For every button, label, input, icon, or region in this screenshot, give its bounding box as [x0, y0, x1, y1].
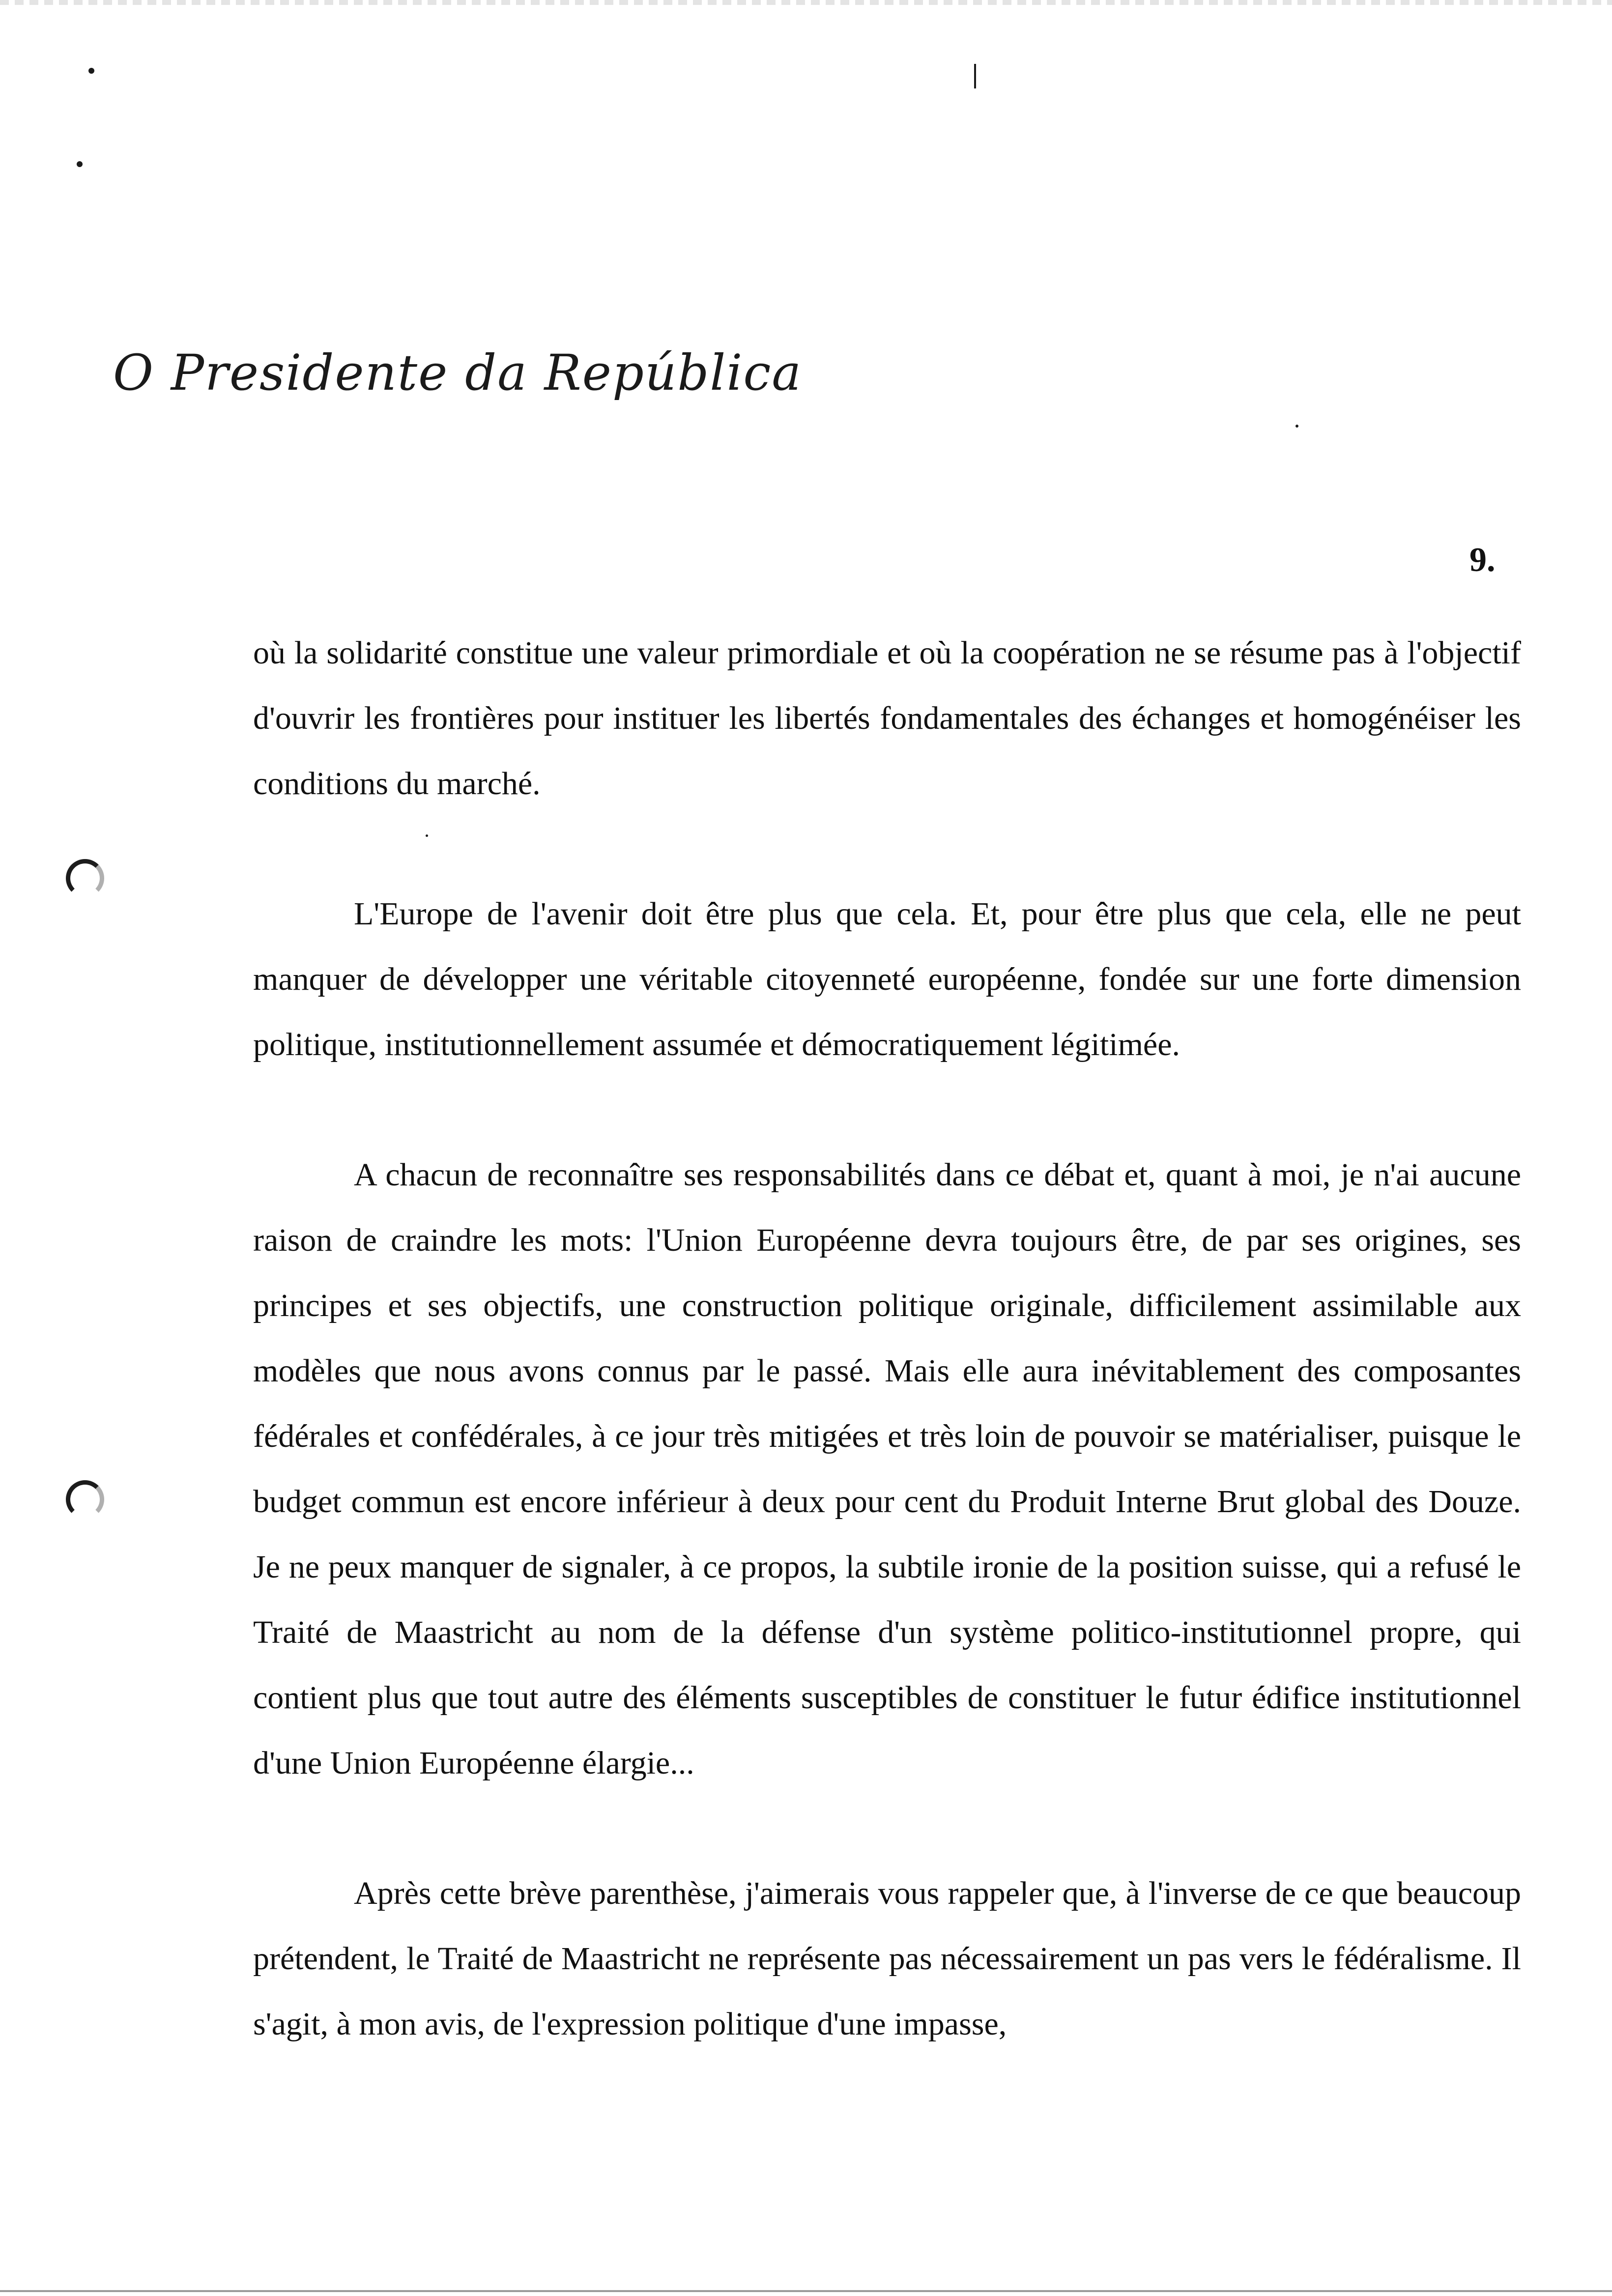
paragraph: A chacun de reconnaître ses responsabilités dans ce débat et, quant à moi, je n'ai aucune raison de craindre les mots: l'Union Européenne devra toujours être, de par ses origines, ses principes et ses objectifs, une construction politique originale, difficilement assimilable aux modèles que nous avons connus par le passé. Mais elle aura inévitablement des composantes fédérales et confédérales, à ce jour très mitigées et très loin de pouvoir se matérialiser, puisque le budget commun est encore inférieur à deux pour cent du Produit Interne Brut global des Douze. Je ne peux manquer de signaler, à ce propos, la subtile ironie de la position suisse, qui a refusé le Traité de Maastricht au nom de la défense d'un système politico-institutionnel propre, qui contient plus que tout autre des éléments susceptibles de constituer le futur édifice institutionnel d'une Union Européenne élargie... [253, 1157, 1521, 1781]
paragraph: L'Europe de l'avenir doit être plus que cela. Et, pour être plus que cela, elle ne peut manquer de développer une véritable citoyenneté européenne, fondée sur une forte dimension politique, institutionnellement assumée et démocratiquement légitimée. [253, 896, 1521, 1062]
paragraph: Après cette brève parenthèse, j'aimerais vous rappeler que, à l'inverse de ce que beaucoup prétendent, le Traité de Maastricht ne représente pas nécessairement un pas vers le fédéralisme. Il s'agit, à mon avis, de l'expression politique d'une impasse, [253, 1875, 1521, 2042]
letter-body [253, 620, 1521, 2057]
scan-speck [974, 64, 976, 88]
scan-speck [88, 68, 94, 74]
punch-hole [66, 1480, 104, 1519]
page-number: 9. [1469, 541, 1496, 579]
scan-speck [1295, 425, 1298, 428]
letterhead-script: O Presidente da República [113, 344, 803, 402]
scan-bottom-edge [0, 2290, 1612, 2292]
scan-speck [77, 161, 83, 167]
paragraph: où la solidarité constitue une valeur primordiale et où la coopération ne se résume pas à l'objectif d'ouvrir les frontières pour instituer les libertés fondamentales des échanges et homogénéiser les conditions du marché. [253, 635, 1521, 802]
punch-hole [66, 859, 104, 897]
scan-top-edge [0, 0, 1612, 5]
